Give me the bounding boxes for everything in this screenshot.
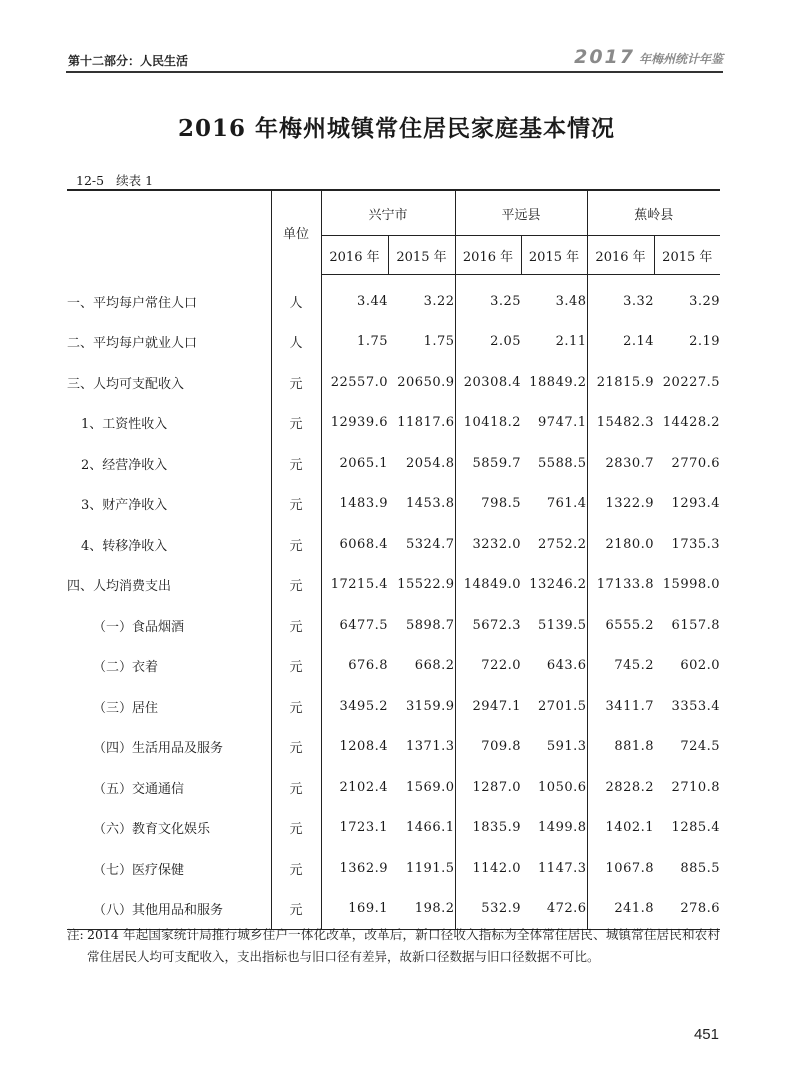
value-cell: 1402.1 [605, 820, 655, 836]
table-row [67, 484, 720, 525]
value-cell: 1285.4 [671, 820, 721, 836]
value-cell: 15482.3 [596, 415, 655, 431]
value-cell: 3353.4 [671, 698, 721, 714]
value-cell: 20308.4 [463, 374, 522, 390]
section-header: 第十二部分：人民生活 [68, 54, 189, 68]
value-cell: 2710.8 [671, 779, 721, 795]
table-row [67, 808, 720, 849]
value-cell: 3159.9 [388, 686, 455, 727]
table-row [67, 727, 720, 768]
statistics-table [67, 189, 720, 930]
value-cell: 2.05 [490, 334, 522, 350]
row-label: 一、平均每户常住人口 [67, 281, 271, 322]
value-cell: 2.14 [623, 334, 655, 350]
note-text: 2014 年起国家统计局推行城乡住户一体化改革，改革后，新口径收入指标为全体常住居民、城镇常住居民和农村常住居民人均可支配收入，支出指标也与旧口径有差异，故新口径数据与旧口径数据不可比。 [87, 927, 720, 964]
row-unit: 元 [271, 848, 321, 889]
table-row [67, 767, 720, 808]
value-cell: 10418.2 [463, 415, 522, 431]
value-cell: 1293.4 [671, 496, 721, 512]
value-cell: 6477.5 [339, 617, 388, 633]
value-cell: 1.75 [388, 322, 455, 363]
value-cell: 1287.0 [472, 779, 522, 795]
row-label: （五）交通通信 [67, 767, 271, 808]
value-cell: 3411.7 [605, 698, 655, 714]
row-unit: 元 [271, 362, 321, 403]
value-cell: 676.8 [348, 658, 388, 674]
note-label: 注: [67, 927, 84, 942]
value-cell: 2828.2 [605, 779, 655, 795]
value-cell: 1142.0 [472, 860, 522, 876]
value-cell: 885.5 [680, 860, 721, 876]
row-label: （一）食品烟酒 [67, 605, 271, 646]
value-cell: 11817.6 [388, 403, 455, 444]
book-year: 2017 [574, 46, 635, 68]
value-cell: 709.8 [481, 739, 522, 755]
value-cell: 2065.1 [339, 455, 388, 471]
region-header: 平远县 [455, 190, 587, 236]
value-cell: 724.5 [680, 739, 721, 755]
row-label: 2、经营净收入 [67, 443, 271, 484]
year-header: 2015 年 [654, 236, 720, 275]
value-cell: 241.8 [587, 889, 654, 930]
row-label: （四）生活用品及服务 [67, 727, 271, 768]
value-cell: 18849.2 [521, 362, 587, 403]
unit-header: 单位 [271, 190, 321, 275]
row-unit: 元 [271, 605, 321, 646]
table-row [67, 403, 720, 444]
value-cell: 15998.0 [662, 577, 721, 593]
value-cell: 13246.2 [521, 565, 587, 606]
value-cell: 602.0 [680, 658, 721, 674]
value-cell: 1735.3 [671, 536, 721, 552]
table-note [67, 924, 720, 968]
item-header [67, 190, 271, 275]
value-cell: 5859.7 [472, 455, 522, 471]
row-unit: 元 [271, 484, 321, 525]
row-label: 4、转移净收入 [67, 524, 271, 565]
value-cell: 5139.5 [521, 605, 587, 646]
row-unit: 元 [271, 889, 321, 930]
value-cell: 745.2 [614, 658, 655, 674]
row-unit: 元 [271, 524, 321, 565]
value-cell: 6555.2 [605, 617, 655, 633]
table-row [67, 524, 720, 565]
row-unit: 元 [271, 646, 321, 687]
row-unit: 元 [271, 686, 321, 727]
row-unit: 元 [271, 808, 321, 849]
value-cell: 2054.8 [388, 443, 455, 484]
value-cell: 3232.0 [472, 536, 522, 552]
row-unit: 元 [271, 403, 321, 444]
row-label: （三）居住 [67, 686, 271, 727]
value-cell: 1483.9 [339, 496, 388, 512]
value-cell: 1067.8 [605, 860, 655, 876]
value-cell: 5898.7 [388, 605, 455, 646]
value-cell: 15522.9 [388, 565, 455, 606]
row-label: （八）其他用品和服务 [67, 889, 271, 930]
book-header [574, 46, 723, 68]
value-cell: 3.48 [521, 281, 587, 322]
value-cell: 2701.5 [521, 686, 587, 727]
value-cell: 1322.9 [605, 496, 655, 512]
value-cell: 21815.9 [596, 374, 655, 390]
value-cell: 9747.1 [521, 403, 587, 444]
value-cell: 278.6 [654, 889, 720, 930]
table-continuation: 续表 1 [116, 173, 154, 188]
row-unit: 人 [271, 322, 321, 363]
year-header: 2016 年 [455, 236, 521, 275]
value-cell: 2102.4 [339, 779, 388, 795]
value-cell: 20227.5 [662, 374, 721, 390]
value-cell: 1050.6 [521, 767, 587, 808]
value-cell: 2752.2 [521, 524, 587, 565]
value-cell: 1191.5 [388, 848, 455, 889]
value-cell: 12939.6 [330, 415, 388, 431]
header-divider [66, 71, 723, 73]
value-cell: 1499.8 [521, 808, 587, 849]
value-cell: 2770.6 [671, 455, 721, 471]
value-cell: 5588.5 [521, 443, 587, 484]
value-cell: 198.2 [388, 889, 455, 930]
value-cell: 1723.1 [339, 820, 388, 836]
value-cell: 1835.9 [472, 820, 522, 836]
year-header: 2015 年 [521, 236, 587, 275]
value-cell: 1.75 [357, 334, 388, 350]
region-header: 蕉岭县 [587, 190, 720, 236]
page-number: 451 [693, 1026, 719, 1043]
value-cell: 17215.4 [330, 577, 388, 593]
year-header: 2016 年 [321, 236, 388, 275]
row-unit: 元 [271, 565, 321, 606]
value-cell: 1147.3 [521, 848, 587, 889]
table-row [67, 565, 720, 606]
table-row [67, 443, 720, 484]
row-label: （六）教育文化娱乐 [67, 808, 271, 849]
value-cell: 472.6 [521, 889, 587, 930]
row-label: 1、工资性收入 [67, 403, 271, 444]
value-cell: 14849.0 [463, 577, 522, 593]
value-cell: 3.22 [388, 281, 455, 322]
value-cell: 1466.1 [388, 808, 455, 849]
value-cell: 3.25 [490, 293, 522, 309]
book-title: 年梅州统计年鉴 [638, 52, 723, 66]
year-header: 2016 年 [587, 236, 654, 275]
value-cell: 798.5 [481, 496, 522, 512]
value-cell: 532.9 [455, 889, 521, 930]
value-cell: 881.8 [614, 739, 655, 755]
row-label: （二）衣着 [67, 646, 271, 687]
value-cell: 668.2 [388, 646, 455, 687]
table-number: 12-5 [76, 173, 105, 188]
value-cell: 3495.2 [339, 698, 388, 714]
table-row [67, 281, 720, 322]
value-cell: 2830.7 [605, 455, 655, 471]
row-unit: 人 [271, 281, 321, 322]
row-unit: 元 [271, 443, 321, 484]
value-cell: 1453.8 [388, 484, 455, 525]
value-cell: 17133.8 [596, 577, 655, 593]
value-cell: 5672.3 [472, 617, 522, 633]
value-cell: 2947.1 [472, 698, 522, 714]
value-cell: 3.29 [689, 293, 721, 309]
row-unit: 元 [271, 727, 321, 768]
year-header: 2015 年 [388, 236, 455, 275]
value-cell: 1362.9 [339, 860, 388, 876]
table-row [67, 848, 720, 889]
region-header: 兴宁市 [321, 190, 455, 236]
table-row [67, 362, 720, 403]
value-cell: 14428.2 [662, 415, 721, 431]
row-label: 三、人均可支配收入 [67, 362, 271, 403]
value-cell: 20650.9 [388, 362, 455, 403]
row-unit: 元 [271, 767, 321, 808]
table-caption [76, 171, 153, 189]
table-row [67, 605, 720, 646]
value-cell: 6068.4 [339, 536, 388, 552]
row-label: （七）医疗保健 [67, 848, 271, 889]
value-cell: 591.3 [521, 727, 587, 768]
value-cell: 22557.0 [330, 374, 388, 390]
value-cell: 1569.0 [388, 767, 455, 808]
value-cell: 643.6 [521, 646, 587, 687]
value-cell: 1371.3 [388, 727, 455, 768]
value-cell: 1208.4 [339, 739, 388, 755]
value-cell: 5324.7 [388, 524, 455, 565]
row-label: 二、平均每户就业人口 [67, 322, 271, 363]
page-title: 2016 年梅州城镇常住居民家庭基本情况 [177, 115, 616, 142]
row-label: 四、人均消费支出 [67, 565, 271, 606]
value-cell: 3.32 [623, 293, 655, 309]
value-cell: 2180.0 [605, 536, 655, 552]
table-row [67, 686, 720, 727]
table-row [67, 646, 720, 687]
table-row [67, 322, 720, 363]
value-cell: 169.1 [321, 889, 388, 930]
value-cell: 761.4 [521, 484, 587, 525]
value-cell: 2.19 [689, 334, 721, 350]
value-cell: 6157.8 [671, 617, 721, 633]
row-label: 3、财产净收入 [67, 484, 271, 525]
value-cell: 722.0 [481, 658, 522, 674]
value-cell: 2.11 [521, 322, 587, 363]
value-cell: 3.44 [357, 293, 388, 309]
